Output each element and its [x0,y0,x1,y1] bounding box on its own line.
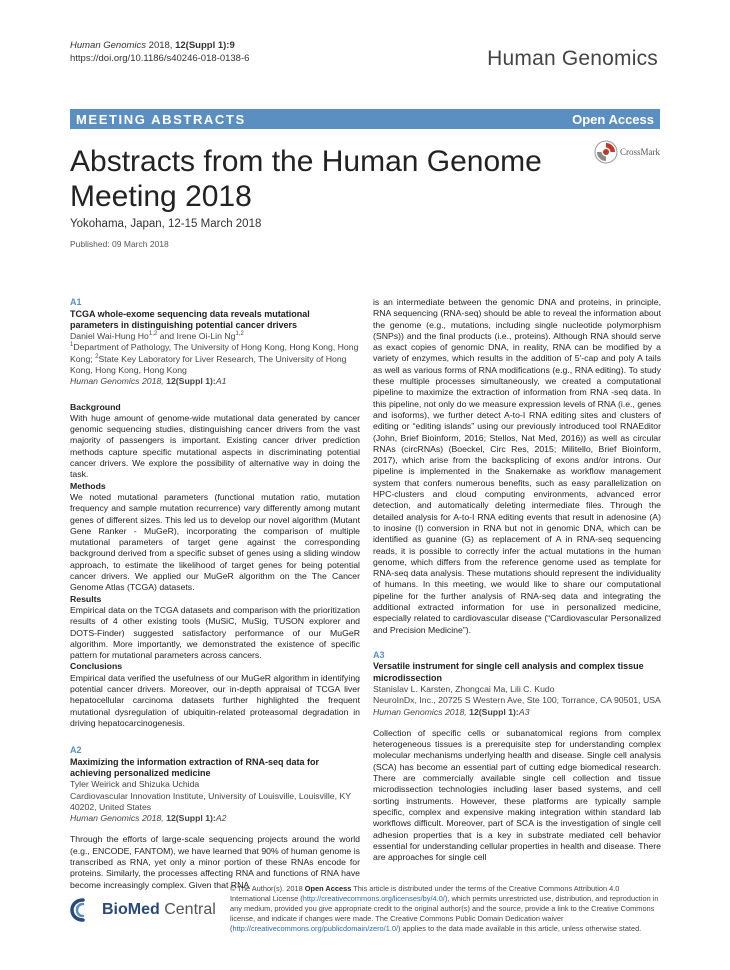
a2-cite-journal: Human Genomics [70,813,140,824]
a1-affil-1: Department of Pathology, The University of Hong Kong, Hong Kong, Hong Kong; [70,342,359,364]
a2-cite-vol: 12(Suppl 1): [166,813,216,824]
a1-author-1-sup: 1,2 [148,331,158,338]
abstract-a1-authors [70,331,360,342]
published-date: Published: 09 March 2018 [70,239,169,249]
a1-affil-2-sup: 2 [95,353,99,360]
a2-cite-year: 2018, [139,813,167,824]
a3-cite-id: A3 [518,706,530,717]
a1-cite-id: A1 [215,376,227,387]
biomed-logo-text [102,901,216,919]
citation-volume: 12(Suppl 1):9 [175,40,235,51]
abstract-a1-id: A1 [70,297,82,307]
biomed-logo-icon [70,898,96,922]
a1-cite-year: 2018, [139,376,167,387]
logo-bold: BioMed [102,901,160,918]
a1-author-join: and Irene Oi-Lin Ng [157,331,236,342]
page-title: Abstracts from the Human Genome Meeting 2018 [70,145,542,213]
banner-section: MEETING ABSTRACTS [76,111,246,127]
journal-brand: Human Genomics [487,47,658,70]
a1-background-text: With huge amount of genome-wide mutational data generated by cancer genomic sequencing studies, distinguishing cancer drivers from the vast majority of passengers is important. Existing cancer driver prediction methods capture specific mutational aspects in discriminating potential cancer drivers. We explore the possibility of alternative way in doing the task. [70,412,360,480]
abstract-a2-title: Maximizing the information extraction of RNA-seq data for achieving personalized medicine [70,756,320,778]
section-banner [70,109,660,129]
license-oa: Open Access [304,884,352,893]
abstract-a1-title: TCGA whole-exome sequencing data reveals mutational parameters in distinguishing potential cancer drivers [70,308,310,330]
a2-body-part1: Through the efforts of large-scale sequencing projects around the world (e.g., ENCODE, FANTOM), we have learned that 90% of human genome is transcribed as RNA, yet only a minor portion of these RNAs encode for proteins. Similarly, the processes affecting RNA and functions of RNA have become increasingly complex. Given that RNA [70,834,360,890]
a1-author-2-sup: 1,2 [235,331,244,338]
a1-conclusions-heading: Conclusions [70,661,123,672]
abstract-a3-citation [373,707,661,718]
cc-zero-link[interactable]: http://creativecommons.org/publicdomain/zero/1.0/ [232,924,399,933]
a1-methods-heading: Methods [70,480,106,491]
license-pre: © The Author(s). 2018 [230,884,305,893]
license-part2: ), which permits unrestricted use, distribution, and reproduction in any medium, provided you give appropriate credit to the original author(s) and the source, provide a link to the Creative Commons license, and indicate if changes were made. The Creative Commons Public Domain Dedication waiver ( [230,894,659,933]
a3-cite-journal: Human Genomics [373,706,443,717]
a1-background-heading: Background [70,401,121,412]
abstract-a1-affiliation [70,342,360,376]
abstract-a1-citation [70,376,360,387]
abstract-a3-affiliation: NeuroInDx, Inc., 20725 S Western Ave, Ste 100, Torrance, CA 90501, USA [373,695,661,706]
citation-year: 2018, [148,40,173,51]
abstract-a2-authors: Tyler Weirick and Shizuka Uchida [70,779,200,790]
doi-link[interactable]: https://doi.org/10.1186/s40246-018-0138-6 [70,52,250,64]
license-part1: This article is distributed under the terms of the Creative Commons Attribution 4.0 International License ( [230,884,620,903]
logo-rest: Central [159,901,216,918]
license-text [230,884,660,934]
a2-body-part2: is an intermediate between the genomic DNA and proteins, in principle, RNA sequencing (RNA-seq) should be able to reveal the information about the genome (e.g., mutations, including single nucleotide polymorphism (SNPs)) and the final products (i.e., proteins). Although RNA should serve as exact copies of genomic DNA, in reality, RNA can be modified by a variety of enzymes, which results in the addition of 5'-cap and poly A tails as well as various forms of RNA modifications (e.g., RNA editing). To study these multiple processes simultaneously, we created a computational pipeline to maximize the extraction of information from RNA -seq data. In this pipeline, not only do we measure expression levels of RNA (i.e., genes and isoforms), we further detect A-to-I RNA editing sites and clusters of editing or “editing islands” using our previously introduced tool RNAEditor (John, Brief Bioinform, 2016; Stellos, Nat Med, 2016)) as well as circular RNAs (circRNAs) (Boeckel, Circ Res, 2015; Militello, Brief Bioinform, 2017), which arise from the backsplicing of exons and/or introns. Our pipeline is implemented in the Snakemake as workflow management system that confers numerous benefits, such as easy parallelization on HPC-clusters and cloud computing environments, advanced error detection, and automatically deleting intermediate files. Through the detailed analysis for A-to-I RNA editing events that result in adenosine (A) to inosine (I) conversion in RNA but not in genomic DNA, which can be identified as guanine (G) as replacement of A in RNA-seq sequencing reads, it is possible to correctly infer the actual mutations in the human genome, which differs from the reference genome used as template for RNA-seq data analysis. These mutations should represent the individuality of humans. In this meeting, we would like to share our computational pipeline for the further analysis of RNA-seq data and integrating the additional extracted information for use in personalized medicine, especially related to cardiovascular disease (“Cardiovascular Personalized and Precision Medicine”). [373,297,661,635]
column-right [373,297,661,863]
a1-cite-journal: Human Genomics [70,376,140,387]
a1-conclusions-text: Empirical data verified the usefulness of our MuGeR algorithm in identifying potential cancer drivers. Moreover, our in-depth appraisal of TCGA liver hepatocellular carcinoma datasets further highlighted the frequent mutational dysregulation of ubiquitin-related proteasomal degradation in driving hepatocarcinogenesis. [70,672,360,728]
a3-cite-vol: 12(Suppl 1): [469,706,519,717]
banner-access: Open Access [572,111,654,127]
a2-cite-id: A2 [215,813,227,824]
a1-results-text: Empirical data on the TCGA datasets and comparison with the prioritization results of 4 other existing tools (MuSiC, MuSig, TUSON explorer and DOTS-Finder) suggested satisfactory performance of our MuGeR algorithm. More importantly, we demonstrated the existence of specific pattern for mutational parameters across cancers. [70,604,360,661]
biomed-central-logo [70,895,220,925]
journal-name: Human Genomics [70,40,147,51]
a3-body: Collection of specific cells or subanatomical regions from complex heterogeneous tissues is a prerequisite step for understanding complex molecular mechanisms underlying health and disease. Single cell analysis (SCA) has become an essential part of cutting edge biomedical research. There are commercially available single cell collection and tissue microdissection technologies including laser based systems, and cell sorting instruments. However, these platforms are typically sample specific, complex and expensive making integration within standard lab workflows difficult. Moreover, part of SCA is the investigation of single cell adhesion properties that is a key in substrate mediated cell behavior essential for understanding cellular properties in health and disease. There are approaches for single cell [373,727,661,863]
a3-cite-year: 2018, [442,706,470,717]
crossmark-badge[interactable] [594,139,684,165]
a1-cite-vol: 12(Suppl 1): [166,376,216,387]
a1-affil-2: State Key Laboratory for Liver Research, The University of Hong Kong, Hong Kong, Hong Kong [70,353,347,375]
crossmark-label: CrossMark [620,147,660,157]
license-part3: ) applies to the data made available in this article, unless otherwise stated. [398,924,642,933]
abstract-a2-affiliation: Cardiovascular Innovation Institute, University of Louisville, Louisville, KY 40202, United States [70,790,351,812]
meeting-location: Yokohama, Japan, 12-15 March 2018 [70,218,262,230]
a1-methods-text: We noted mutational parameters (functional mutation ratio, mutation frequency and sample mutation recurrence) vary differently among mutant genes of different sizes. This led us to develop our novel algorithm (Mutant Gene Ranker - MuGeR), incorporating the comparison of multiple mutational parameters of target gene against the corresponding background derived from a specific subset of genes using a sliding window approach, to estimate the likelihood of target genes for being potential cancer drivers. We applied our MuGeR algorithm on the The Cancer Genome Atlas (TCGA) datasets. [70,491,360,593]
abstract-a3-authors: Stanislav L. Karsten, Zhongcai Ma, Lili C. Kudo [373,684,555,694]
citation-header [70,40,249,65]
cc-by-link[interactable]: http://creativecommons.org/licenses/by/4.0/ [302,894,445,903]
column-left [70,297,360,891]
crossmark-icon [594,140,618,164]
a1-author-1: Daniel Wai-Hung Ho [70,331,149,342]
a1-affil-1-sup: 1 [70,342,74,349]
abstract-a2-id: A2 [70,745,82,756]
abstract-a2-citation [70,813,360,824]
a1-results-heading: Results [70,593,102,604]
abstract-a3-id: A3 [373,649,385,660]
abstract-a3-title: Versatile instrument for single cell analysis and complex tissue microdissection [373,661,644,683]
